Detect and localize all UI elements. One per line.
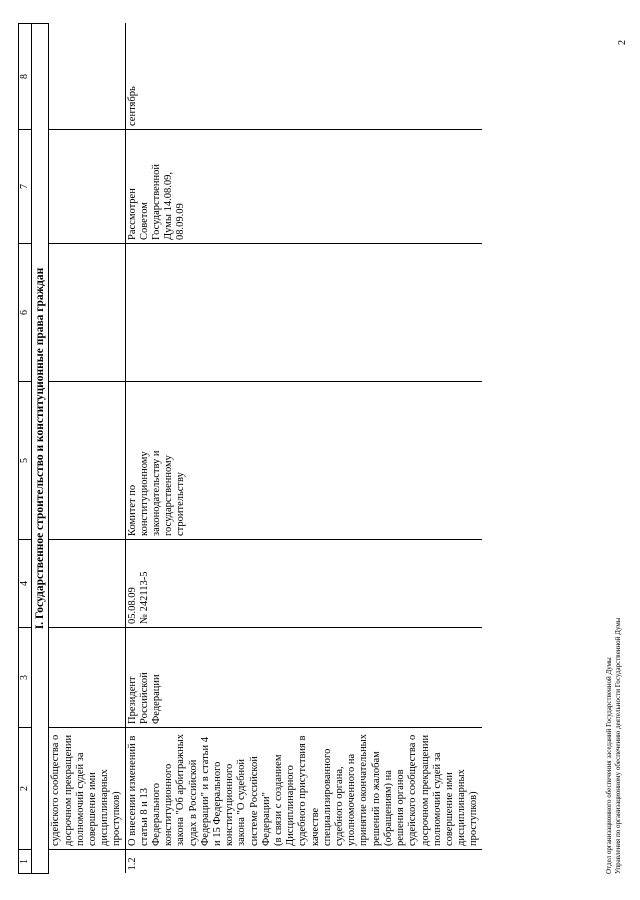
column-number: 1 (19, 850, 32, 874)
continuation-text: судейского сообщества о досрочном прекращении полномочий судей за совершение ими дисциплинарных проступков) (49, 728, 125, 850)
bill-date-number: 05.08.09 № 242113-5 (125, 540, 481, 628)
bill-title: О внесении изменений в статьи 8 и 13 Федерального конституционного закона "Об арбитражных судах в Российской Федерации" и в статьи 4 и 15 Федерального конституционного закона "О судебной системе Российской Федерации" (в связи с созданием Дисциплинарного судебного присутствия в качестве специализированного судебного органа, уполномоченного на принятие окончательных решений по жалобам (обращениям) на решения органов судейского сообщества о досрочном прекращении полномочий судей за совершение ими дисциплинарных проступков) (125, 728, 481, 850)
section-title: I. Государственное строительство и конституционные права граждан (32, 24, 49, 874)
footer (605, 14, 623, 874)
column-number: 7 (19, 130, 32, 244)
bill-status: Рассмотрен Советом Государственной Думы 14.08.09, 08.09.09 (125, 130, 481, 244)
responsible-committee: Комитет по конституционному законодательству и государственному строительству (125, 382, 481, 540)
continuation-row (49, 24, 125, 874)
footer-line-2: Управления по организационному обеспечению деятельности Государственной Думы (614, 617, 622, 874)
column-number: 2 (19, 728, 32, 850)
column-number: 4 (19, 540, 32, 628)
bill-author: Президент Российской Федерации (125, 628, 481, 728)
column-6-cell (125, 244, 481, 382)
footer-line-1: Отдел организационного обеспечения заседаний Государственной Думы (605, 657, 613, 874)
column-number: 8 (19, 24, 32, 130)
page-number: 2 (617, 40, 628, 45)
planned-month: сентябрь (126, 86, 138, 126)
row-number: 1.2 (125, 850, 481, 874)
section-header-row (32, 24, 49, 874)
bills-table (18, 23, 482, 874)
table-row (125, 24, 481, 874)
column-number-row (19, 24, 32, 874)
column-number: 6 (19, 244, 32, 382)
column-number: 5 (19, 382, 32, 540)
column-number: 3 (19, 628, 32, 728)
